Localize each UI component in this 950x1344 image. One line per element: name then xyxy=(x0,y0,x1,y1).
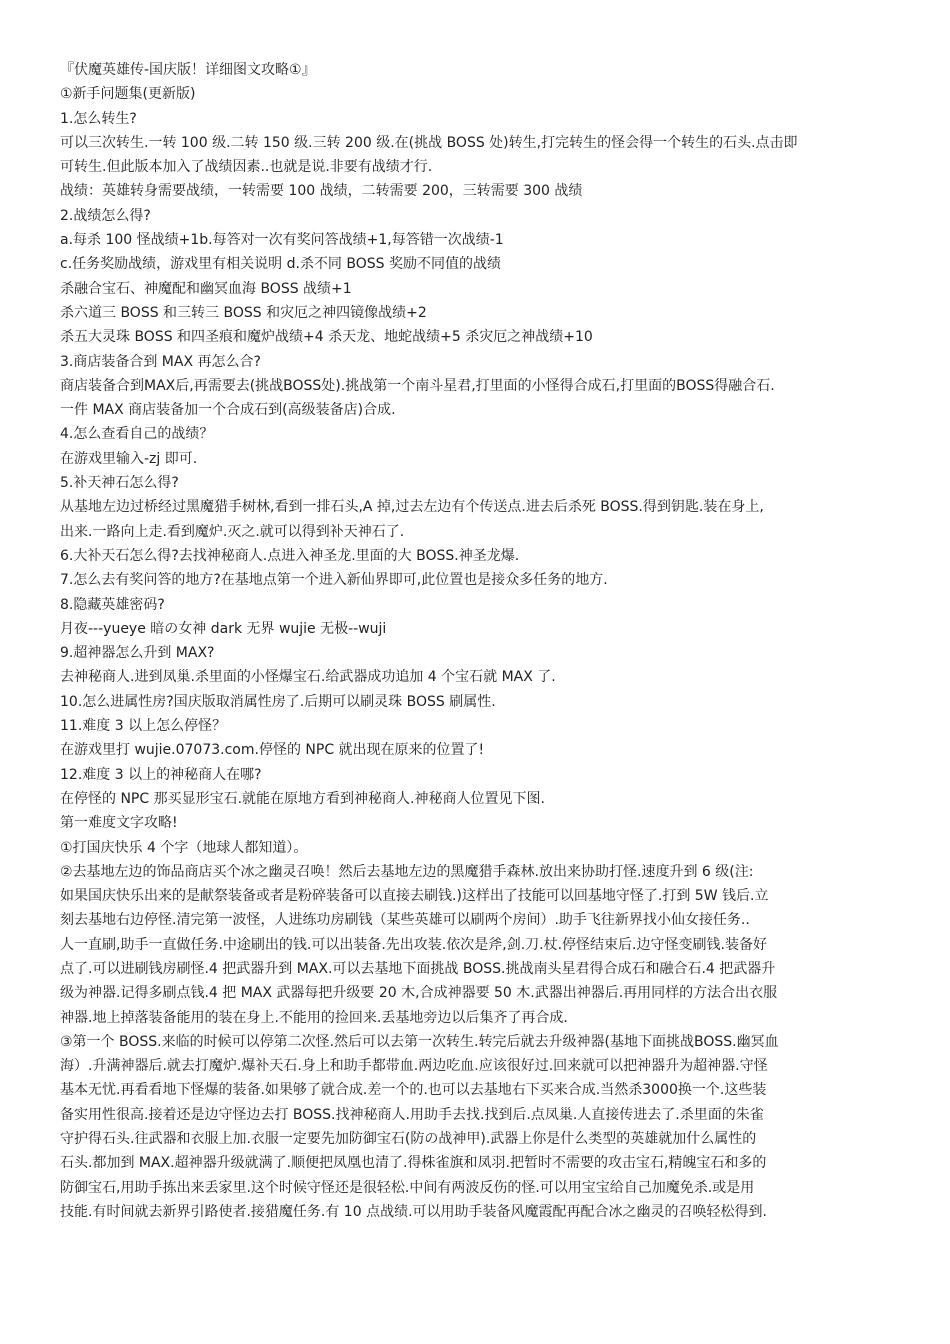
text-line: 杀融合宝石、神魔配和幽冥血海 BOSS 战绩+1 xyxy=(60,280,352,297)
text-line: 2.战绩怎么得? xyxy=(60,207,151,224)
text-line: 在游戏里输入-zj 即可. xyxy=(60,450,198,467)
text-line: 点了.可以进刷钱房刷怪.4 把武器升到 MAX.可以去基地下面挑战 BOSS.挑战南头星君得合成石和融合石.4 把武器升 xyxy=(60,960,776,977)
text-line: 12.难度 3 以上的神秘商人在哪? xyxy=(60,766,262,783)
text-line: c.任务奖励战绩，游戏里有相关说明 d.杀不同 BOSS 奖励不同值的战绩 xyxy=(60,256,501,273)
text-line: 10.怎么进属性房?国庆版取消属性房了.后期可以刷灵珠 BOSS 刷属性. xyxy=(60,693,496,710)
text-line: 一件 MAX 商店装备加一个合成石到(高级装备店)合成. xyxy=(60,402,396,419)
text-line: 9.超神器怎么升到 MAX? xyxy=(60,645,215,662)
text-line: 杀五大灵珠 BOSS 和四圣痕和魔炉战绩+4 杀天龙、地蛇战绩+5 杀灾厄之神战绩+10 xyxy=(60,329,593,346)
text-line: 人一直刷,助手一直做任务.中途刷出的钱.可以出装备.先出攻装.依次是斧,剑.刀.杖.停怪结束后.边守怪变刷钱.装备好 xyxy=(60,936,767,953)
text-line: 如果国庆快乐出来的是献祭装备或者是粉碎装备可以直接去刷钱.)这样出了技能可以回基地守怪了.打到 5W 钱后.立 xyxy=(60,888,769,905)
text-line: 可转生.但此版本加入了战绩因素..也就是说.非要有战绩才行. xyxy=(60,159,433,176)
text-line: 1.怎么转生? xyxy=(60,110,137,127)
text-line: 商店装备合到MAX后,再需要去(挑战BOSS处).挑战第一个南斗星君,打里面的小怪得合成石,打里面的BOSS得融合石. xyxy=(60,377,775,394)
text-line: 杀六道三 BOSS 和三转三 BOSS 和灾厄之神四镜像战绩+2 xyxy=(60,304,427,321)
text-line: 技能.有时间就去新界引路使者.接猎魔任务.有 10 点战绩.可以用助手装备风魔霞配再配合冰之幽灵的召唤轻松得到. xyxy=(60,1203,767,1220)
text-line: 月夜---yueye 暗の女神 dark 无界 wujie 无极--wuji xyxy=(60,620,387,637)
text-line: 3.商店装备合到 MAX 再怎么合? xyxy=(60,353,261,370)
text-line: ①打国庆快乐 4 个字（地球人都知道）。 xyxy=(60,839,308,856)
text-line: 4.怎么查看自己的战绩？ xyxy=(60,426,214,443)
text-line: 在停怪的 NPC 那买显形宝石.就能在原地方看到神秘商人.神秘商人位置见下图. xyxy=(60,790,545,807)
text-line: 7.怎么去有奖问答的地方?在基地点第一个进入新仙界即可,此位置也是接众多任务的地方. xyxy=(60,572,608,589)
text-line: 8.隐藏英雄密码? xyxy=(60,596,165,613)
document-title: 『伏魔英雄传-国庆版！详细图文攻略①』 xyxy=(60,62,316,78)
text-line: 在游戏里打 wujie.07073.com.停怪的 NPC 就出现在原来的位置了! xyxy=(60,742,485,759)
text-line: 6.大补天石怎么得?去找神秘商人.点进入神圣龙.里面的大 BOSS.神圣龙爆. xyxy=(60,547,520,564)
text-line: 出来.一路向上走.看到魔炉.灭之.就可以得到补天神石了. xyxy=(60,523,405,540)
text-line: a.每杀 100 怪战绩+1b.每答对一次有奖问答战绩+1,每答错一次战绩-1 xyxy=(60,232,504,249)
text-line: ①新手问题集(更新版) xyxy=(60,86,196,103)
text-line: 可以三次转生.一转 100 级.二转 150 级.三转 200 级.在(挑战 BOSS 处)转生,打完转生的怪会得一个转生的石头.点击即 xyxy=(60,134,798,151)
text-line: 级为神器.记得多刷点钱.4 把 MAX 武器每把升级要 20 木,合成神器要 50 木.武器出神器后.再用同样的方法合出衣服 xyxy=(60,985,778,1002)
text-line: 去神秘商人.进到凤巢.杀里面的小怪爆宝石.给武器成功追加 4 个宝石就 MAX 了. xyxy=(60,669,556,686)
text-line: 第一难度文字攻略! xyxy=(60,815,178,832)
text-line: 刻去基地右边停怪.清完第一波怪，人进练功房刷钱（某些英雄可以刷两个房间）.助手飞往新界找小仙女接任务.. xyxy=(60,912,750,929)
text-line: 海）.升满神器后.就去打魔炉.爆补天石.身上和助手都带血.两边吃血.应该很好过.回来就可以把神器升为超神器.守怪 xyxy=(60,1058,768,1075)
text-line: ③第一个 BOSS.来临的时候可以停第二次怪.然后可以去第一次转生.转完后就去升级神器(基地下面挑战BOSS.幽冥血 xyxy=(60,1033,779,1050)
text-line: 石头.都加到 MAX.超神器升级就满了.顺便把凤凰也清了.得株雀旗和凤羽.把暂时不需要的攻击宝石,精魄宝石和多的 xyxy=(60,1155,767,1172)
text-line: 备实用性很高.接着还是边守怪边去打 BOSS.找神秘商人.用助手去找.找到后.点凤巢.人直接传进去了.杀里面的朱雀 xyxy=(60,1106,764,1123)
text-line: 防御宝石,用助手拣出来丢家里.这个时候守怪还是很轻松.中间有两波反伤的怪.可以用宝宝给自己加魔免杀.或是用 xyxy=(60,1179,755,1196)
text-line: ②去基地左边的饰品商店买个冰之幽灵召唤！然后去基地左边的黑魔猎手森林.放出来协助打怪.速度升到 6 级(注: xyxy=(60,863,754,880)
text-line: 从基地左边过桥经过黑魔猎手树林,看到一排石头,A 掉,过去左边有个传送点.进去后杀死 BOSS.得到钥匙.装在身上, xyxy=(60,499,764,516)
text-line: 5.补天神石怎么得? xyxy=(60,475,179,492)
text-line: 守护得石头.往武器和衣服上加.衣服一定要先加防御宝石(防の战神甲).武器上你是什么类型的英雄就加什么属性的 xyxy=(60,1131,757,1148)
text-line: 战绩：英雄转身需要战绩，一转需要 100 战绩，二转需要 200，三转需要 300 战绩 xyxy=(60,183,583,200)
document-page xyxy=(60,58,896,1224)
text-line: 基本无忧.再看看地下怪爆的装备.如果够了就合成.差一个的.也可以去基地右下买来合成.当然杀3000换一个.这些装 xyxy=(60,1082,767,1099)
text-line: 神器.地上掉落装备能用的装在身上.不能用的捡回来.丢基地旁边以后集齐了再合成. xyxy=(60,1009,568,1026)
text-line: 11.难度 3 以上怎么停怪？ xyxy=(60,718,227,735)
